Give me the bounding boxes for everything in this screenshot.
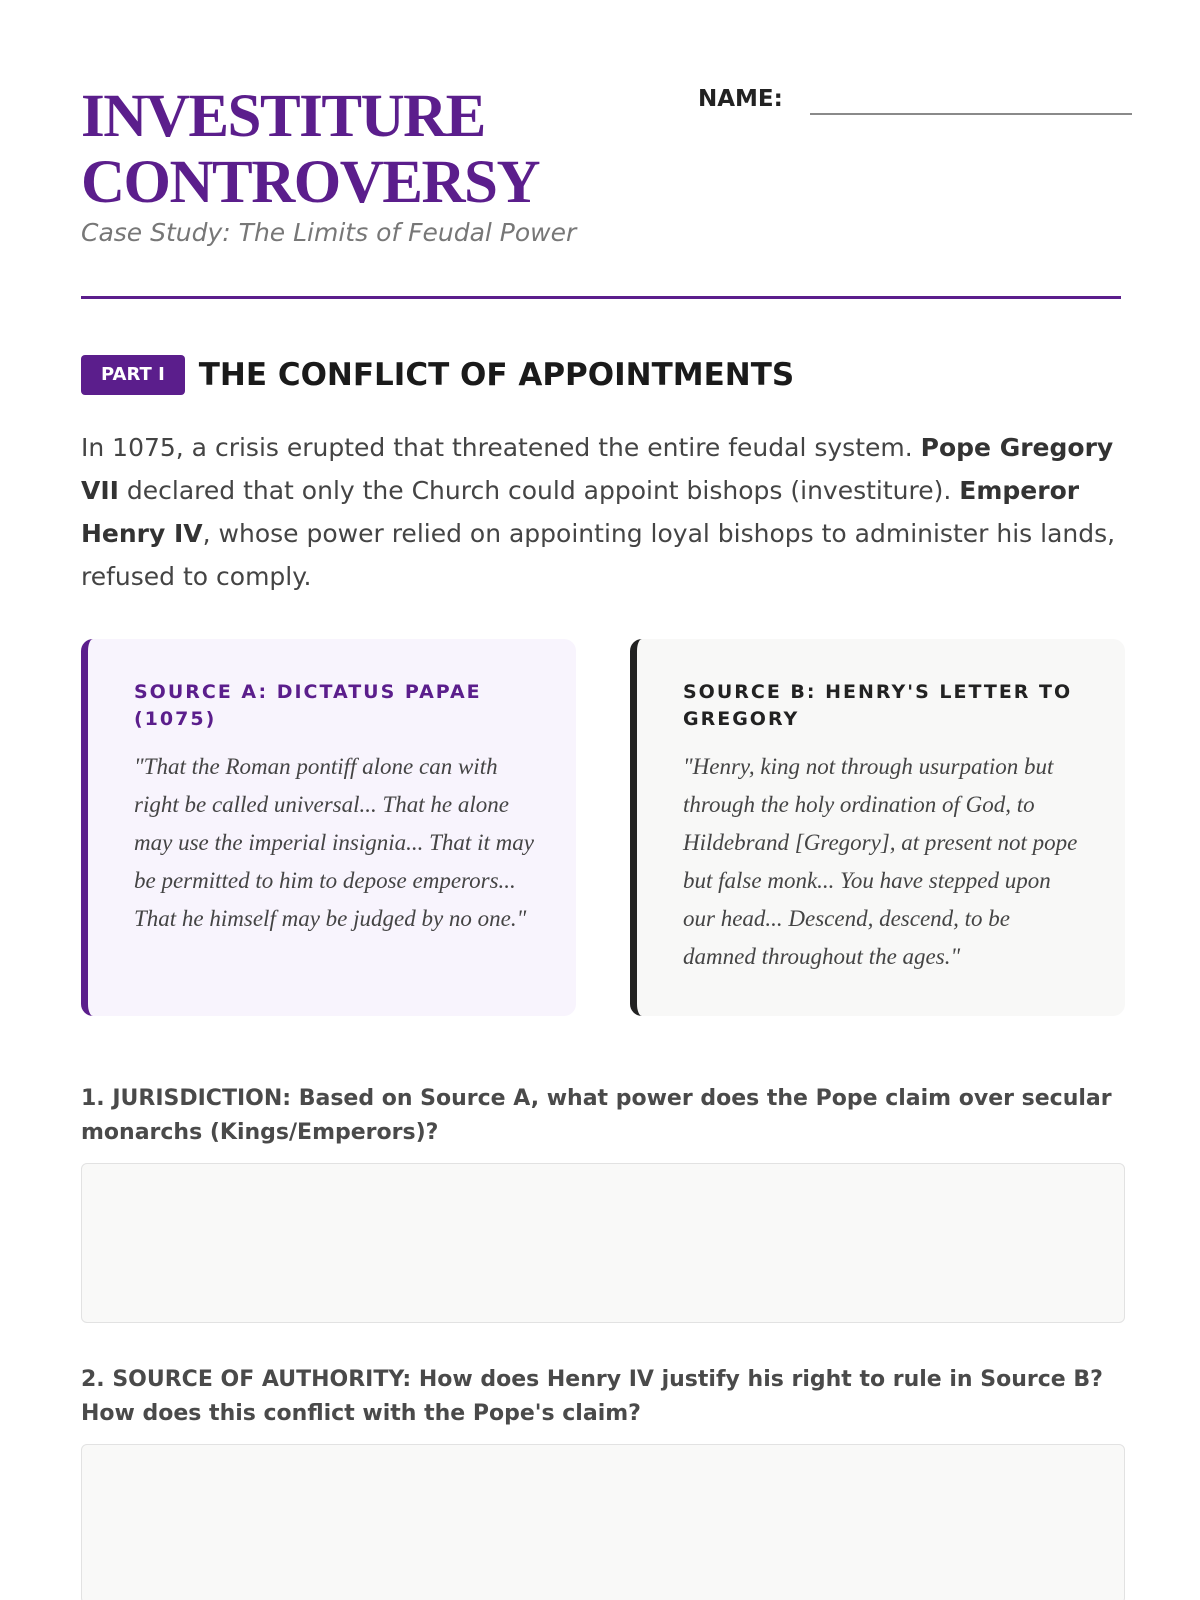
intro-text-1: In 1075, a crisis erupted that threatened the entire feudal system. — [81, 433, 921, 462]
source-b-card — [630, 639, 1125, 1016]
name-field-area — [698, 86, 1132, 112]
intro-bold-pope: Pope Gregory VII — [81, 433, 1114, 505]
name-input-line[interactable] — [810, 113, 1132, 115]
intro-text-2: declared that only the Church could appoint bishops (investiture). — [118, 476, 960, 505]
source-b-title: SOURCE B: HENRY'S LETTER TO GREGORY — [683, 681, 1073, 730]
section-heading — [81, 355, 794, 395]
page-subtitle: Case Study: The Limits of Feudal Power — [81, 218, 577, 247]
source-a-quote: "That the Roman pontiff alone can with right be called universal... That he alone may use the imperial insignia... That it may be permitted to him to depose emperors... That he himself may be judged by no one." — [134, 754, 534, 931]
title-line-1: INVESTITURE — [81, 83, 485, 150]
answer-box-1[interactable] — [81, 1163, 1125, 1323]
source-b-quote: "Henry, king not through usurpation but through the holy ordination of God, to Hildebrand [Gregory], at present not pope but false monk... You have stepped upon our head... Descend, descend, to be damned throughout the ages." — [683, 754, 1078, 969]
source-a-card — [81, 639, 576, 1016]
title-line-2: CONTROVERSY — [81, 149, 540, 216]
intro-bold-emperor: Emperor Henry IV — [81, 476, 1080, 548]
question-1: 1. JURISDICTION: Based on Source A, what power does the Pope claim over secular monarchs (Kings/Emperors)? — [81, 1086, 1112, 1145]
answer-box-2[interactable] — [81, 1444, 1125, 1600]
intro-text-3: , whose power relied on appointing loyal bishops to administer his lands, refused to comply. — [81, 519, 1116, 591]
section-title: THE CONFLICT OF APPOINTMENTS — [198, 357, 795, 393]
source-a-title: SOURCE A: DICTATUS PAPAE (1075) — [134, 681, 482, 730]
intro-paragraph — [81, 426, 1121, 598]
part-badge: PART I — [81, 355, 185, 395]
name-label: NAME: — [698, 86, 783, 112]
worksheet-header — [81, 84, 1121, 299]
question-2: 2. SOURCE OF AUTHORITY: How does Henry IV justify his right to rule in Source B? How does this conflict with the Pope's claim? — [81, 1367, 1103, 1426]
